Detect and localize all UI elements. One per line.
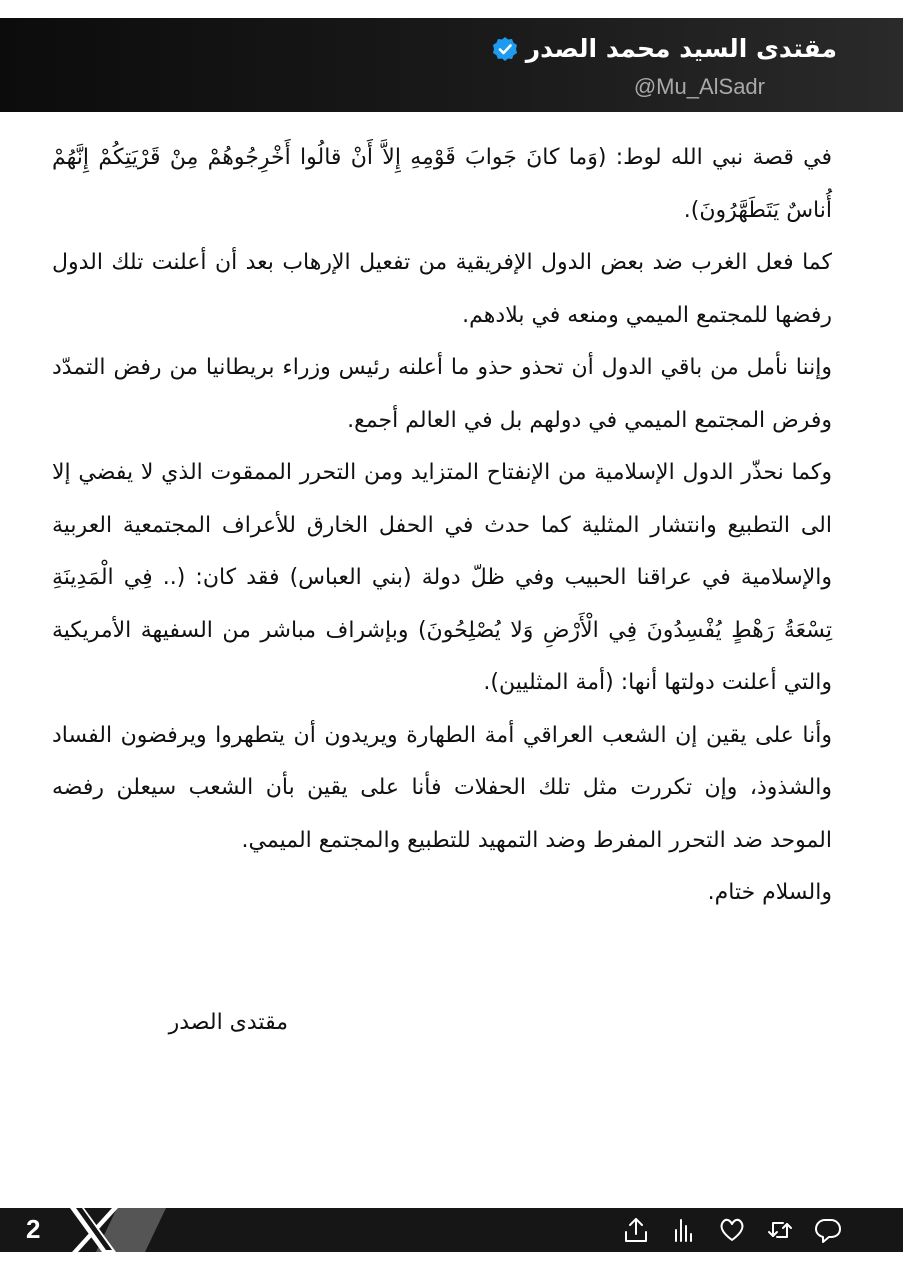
post-paragraph-6: والسلام ختام.	[707, 880, 832, 905]
reply-icon[interactable]	[813, 1216, 843, 1244]
page-number: 2	[26, 1214, 41, 1244]
footer-bar	[0, 1208, 903, 1252]
user-handle[interactable]: @Mu_AlSadr	[633, 74, 765, 99]
like-icon[interactable]	[717, 1216, 747, 1244]
display-name[interactable]: مقتدى السيد محمد الصدر	[525, 34, 837, 63]
views-icon[interactable]	[669, 1216, 699, 1244]
x-logo-icon	[66, 1208, 120, 1252]
signature: مقتدى الصدر	[168, 1010, 288, 1035]
post-paragraph-5: وأنا على يقين إن الشعب العراقي أمة الطهارة ويريدون أن يتطهروا ويرفضون الفساد والشذوذ، وإن تكررت مثل تلك الحفلات فأنا على يقين بأن الشعب سيعلن رفضه الموحد ضد التحرر المفرط وضد التمهيد للتطبيع والمجتمع الميمي.	[52, 722, 832, 853]
bottom-margin	[0, 1252, 903, 1280]
post-paragraph-4: وكما نحذّر الدول الإسلامية من الإنفتاح المتزايد ومن التحرر الممقوت الذي لا يفضي إلا الى التطبيع وانتشار المثلية كما حدث في الحفل الخارق للأعراف المجتمعية العربية والإسلامية في عراقنا الحبيب وفي ظلّ دولة (بني العباس) فقد كان: (.. فِي الْمَدِينَةِ تِسْعَةُ رَهْطٍ يُفْسِدُونَ فِي الْأَرْضِ وَلا يُصْلِحُونَ) وبإشراف مباشر من السفيهة الأمريكية والتي أعلنت دولتها أنها: (أمة المثليين).	[52, 460, 832, 695]
retweet-icon[interactable]	[765, 1216, 795, 1244]
post-body	[52, 132, 832, 920]
post-paragraph-1: في قصة نبي الله لوط: (وَما كانَ جَوابَ قَوْمِهِ إِلاَّ أَنْ قالُوا أَخْرِجُوهُمْ مِنْ قَرْيَتِكُمْ إِنَّهُمْ أُناسٌ يَتَطَهَّرُونَ).	[52, 145, 832, 223]
share-icon[interactable]	[621, 1216, 651, 1244]
name-row	[492, 34, 837, 63]
profile-header	[0, 18, 903, 112]
post-paragraph-2: كما فعل الغرب ضد بعض الدول الإفريقية من تفعيل الإرهاب بعد أن أعلنت تلك الدول رفضها للمجتمع الميمي ومنعه في بلادهم.	[52, 250, 832, 328]
top-margin	[0, 0, 903, 18]
post-paragraph-3: وإننا نأمل من باقي الدول أن تحذو حذو ما أعلنه رئيس وزراء بريطانيا من رفض التمدّد وفرض المجتمع الميمي في دولهم بل في العالم أجمع.	[52, 355, 832, 433]
verified-badge-icon	[492, 36, 518, 62]
action-bar	[621, 1216, 843, 1244]
